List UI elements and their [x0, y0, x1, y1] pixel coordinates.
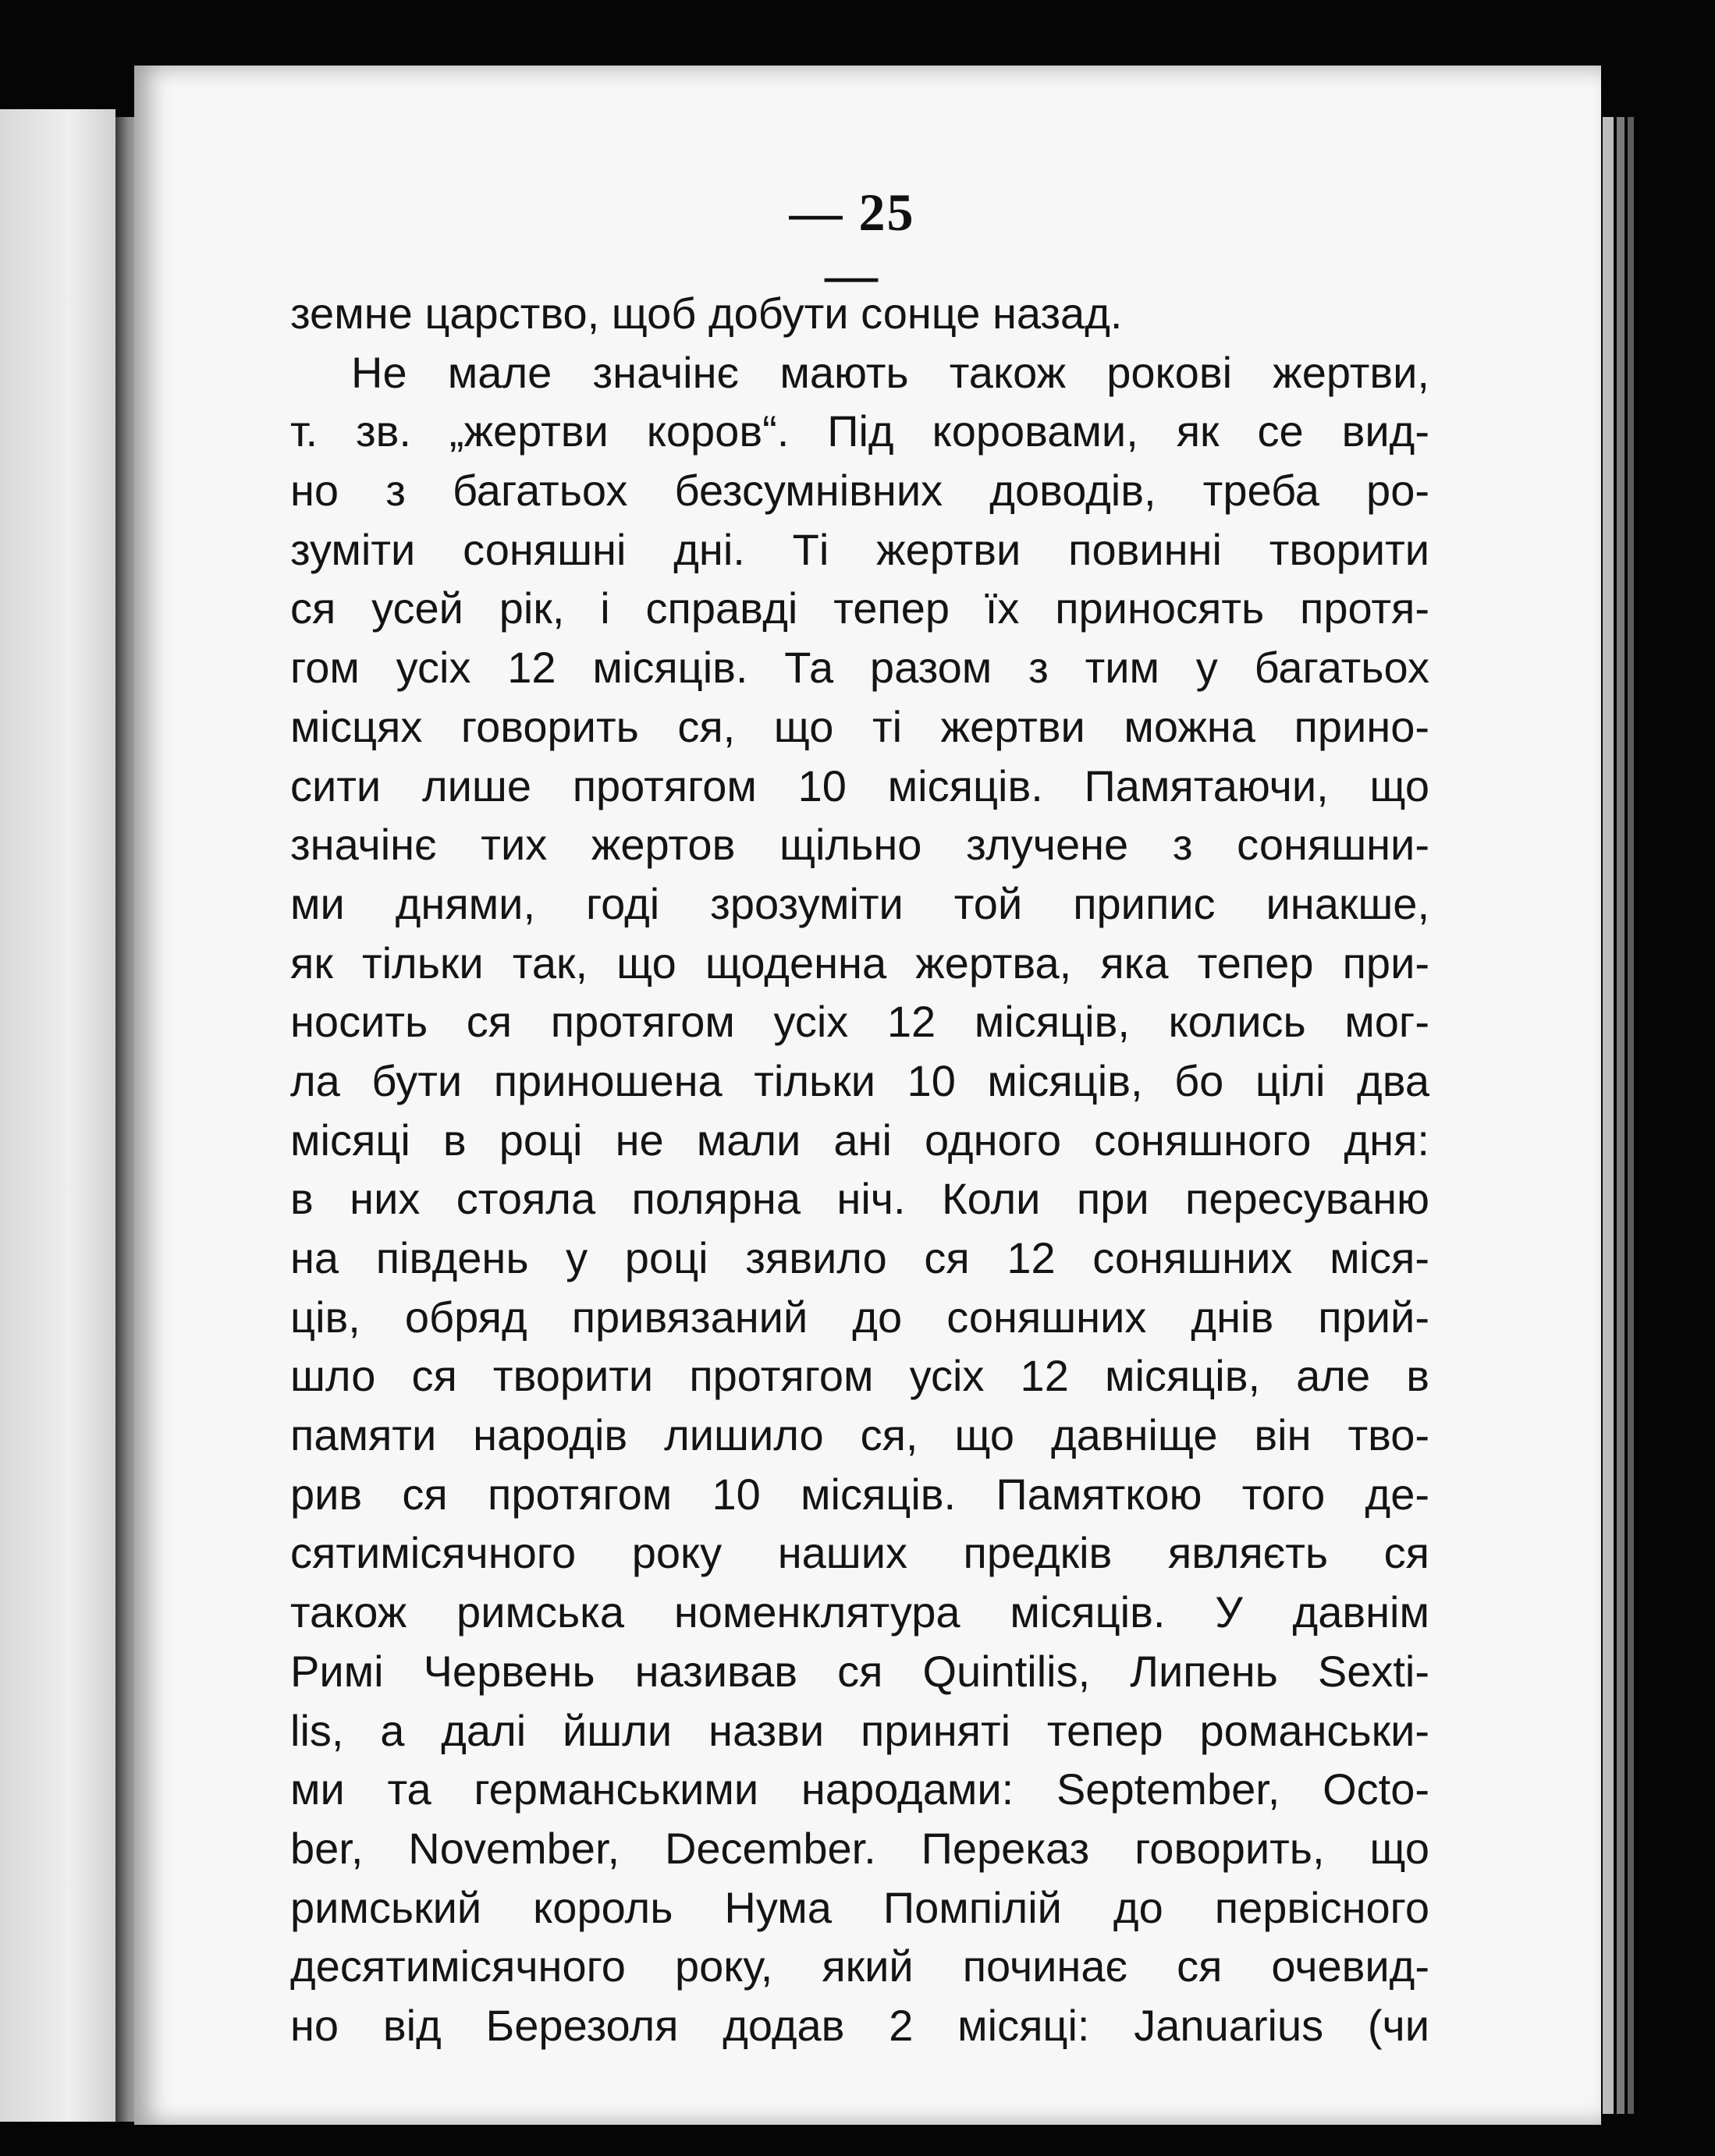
body-text	[290, 284, 1429, 2055]
text-line: римський король Нума Помпілій до первісного	[290, 1882, 1429, 1932]
text-line: на південь у році зявило ся 12 соняшних міся-	[290, 1233, 1429, 1282]
text-line: гом усіх 12 місяців. Та разом з тим у багатьох	[290, 643, 1429, 693]
text-line: також римська номенклятура місяців. У давнім	[290, 1587, 1429, 1637]
text-line: но від Березоля додав 2 місяці: Januarius (чи	[290, 2000, 1429, 2050]
text-line: сити лише протягом 10 місяців. Памятаючи, що	[290, 761, 1429, 810]
page-number: — 25 —	[789, 183, 915, 304]
text-line: шло ся творити протягом усіх 12 місяців, але в	[290, 1351, 1429, 1401]
text-line: десятимісячного року, який починає ся очевид-	[290, 1941, 1429, 1991]
text-line: земне царство, щоб добути сонце назад.	[290, 289, 1123, 338]
text-line: як тільки так, що щоденна жертва, яка тепер при-	[290, 938, 1429, 988]
text-line: сятимісячного року наших предків являєть ся	[290, 1528, 1429, 1578]
text-line: в них стояла полярна ніч. Коли при пересуваню	[290, 1174, 1429, 1224]
text-line: місяці в році не мали ані одного соняшного дня:	[290, 1115, 1429, 1165]
text-line: Не мале значінє мають також рокові жертви,	[351, 347, 1429, 397]
text-line: значінє тих жертов щільно злучене з соняшни-	[290, 820, 1429, 870]
text-line: ся усей рік, і справді тепер їх приносять протя-	[290, 583, 1429, 633]
text-line: ми та германськими народами: September, Octo-	[290, 1764, 1429, 1814]
text-line: рив ся протягом 10 місяців. Памяткою того де-	[290, 1469, 1429, 1519]
text-line: носить ся протягом усіх 12 місяців, колись мог-	[290, 997, 1429, 1047]
text-line: но з багатьох безсумнівних доводів, треба ро-	[290, 466, 1429, 516]
text-line: ber, November, December. Переказ говорить, що	[290, 1823, 1429, 1873]
previous-page-edge	[0, 109, 115, 2122]
text-line: lis, а далі йшли назви приняті тепер романськи-	[290, 1705, 1429, 1755]
text-line: зуміти соняшні дні. Ті жертви повинні творити	[290, 524, 1429, 574]
text-line: ла бути приношена тільки 10 місяців, бо цілі два	[290, 1055, 1429, 1105]
text-line: ми днями, годі зрозуміти той припис инакше,	[290, 878, 1429, 928]
text-line: Римі Червень називав ся Quintilis, Липень Sexti-	[290, 1646, 1429, 1696]
text-line: місцях говорить ся, що ті жертви можна прино-	[290, 701, 1429, 751]
text-line: ців, обряд привязаний до соняшних днів прий-	[290, 1292, 1429, 1342]
text-line: памяти народів лишило ся, що давніще він тво-	[290, 1410, 1429, 1460]
page-stack-edge	[1617, 117, 1624, 2114]
page-stack-edge	[1603, 117, 1614, 2114]
text-line: т. зв. „жертви коров“. Під коровами, як се вид-	[290, 406, 1429, 456]
page-stack-edge	[1628, 117, 1634, 2114]
